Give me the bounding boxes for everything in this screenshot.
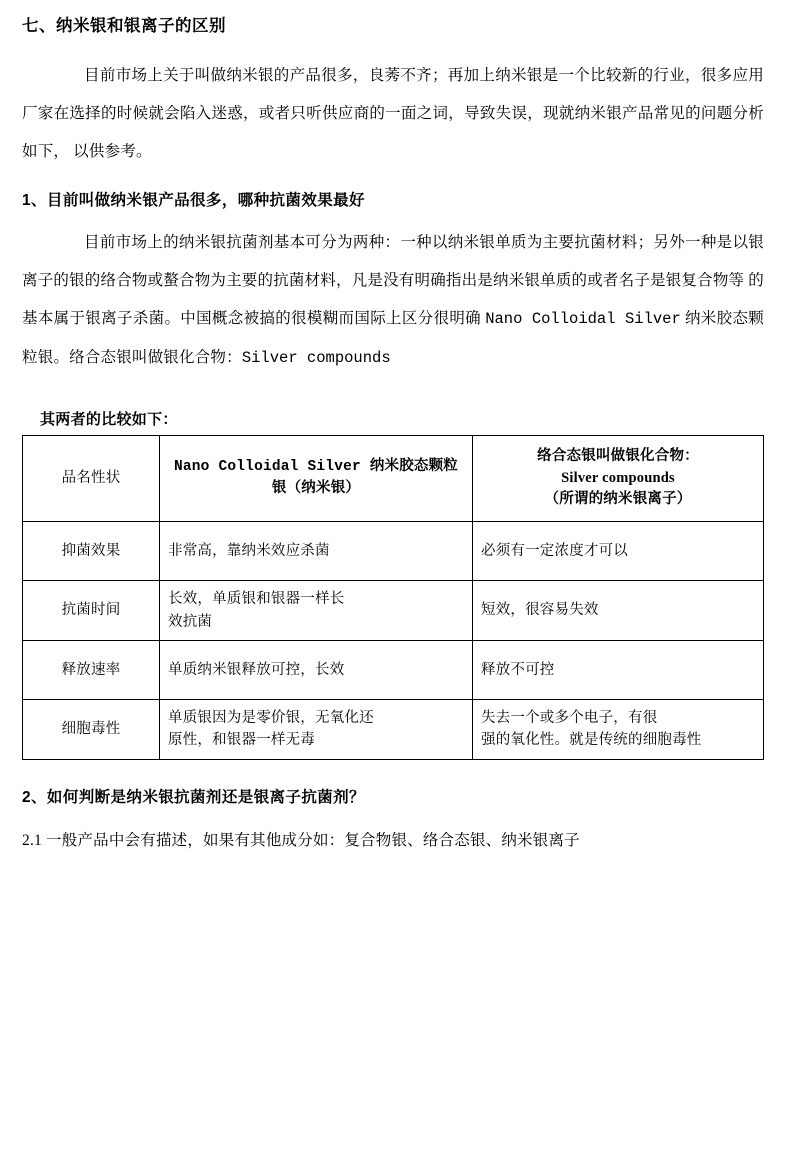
- table-row: [23, 699, 764, 759]
- row-label: 细胞毒性: [23, 699, 160, 759]
- row-label: 释放速率: [23, 640, 160, 699]
- q1-inline-english-term-2: Silver compounds: [241, 348, 391, 367]
- cell-line: 释放不可控: [481, 661, 555, 678]
- table-row: [23, 522, 764, 581]
- question-1-paragraph: [22, 224, 764, 378]
- table-header-silver-compounds-line3: （所谓的纳米银离子）: [544, 491, 692, 508]
- intro-paragraph: 目前市场上关于叫做纳米银的产品很多，良莠不齐；再加上纳米银是一个比较新的行业，很多应用厂家在选择的时候就会陷入迷惑，或者只听供应商的一面之词，导致失误，现就纳米银产品常见的问题分析如下， 以供参考。: [22, 66, 764, 160]
- table-header-row: [23, 435, 764, 521]
- cell-line: 非常高，靠纳米效应杀菌: [168, 542, 330, 559]
- cell-line: 短效，很容易失效: [481, 602, 599, 619]
- q1-text-a: 目前市场上的纳米银抗菌剂基本可分为两种：一种以纳米银单质为主要抗菌材料；另外一种是以银离子的银的络合物或螯合物为主要的抗菌材料，凡是没有明确指出是纳米银单质的或者名子是银复合物等 的基本属于银离子杀菌。中国概念被搞的很模糊而国际上区分很明确: [22, 233, 764, 327]
- row-cell-silver-compounds: [473, 640, 764, 699]
- row-label: 抗菌时间: [23, 581, 160, 641]
- table-header-nano-silver: [160, 435, 473, 521]
- q1-text-b: 纳米胶态颗粒银。络合态银叫做银化合物：: [22, 309, 764, 366]
- question-1-heading: 1、目前叫做纳米银产品很多，哪种抗菌效果最好: [22, 191, 365, 209]
- row-cell-nano-silver: [160, 522, 473, 581]
- table-header-silver-compounds-en: Silver compounds: [561, 469, 675, 486]
- cell-line: 单质银因为是零价银，无氧化还: [168, 709, 374, 726]
- row-cell-nano-silver: [160, 699, 473, 759]
- question-2-paragraph: 2.1 一般产品中会有描述，如果有其他成分如：复合物银、络合态银、纳米银离子: [22, 832, 580, 850]
- row-label: 抑菌效果: [23, 522, 160, 581]
- table-header-silver-compounds-line1: 络合态银叫做银化合物：: [537, 447, 699, 464]
- q1-inline-english-term: Nano Colloidal Silver: [485, 309, 681, 328]
- table-row: [23, 581, 764, 641]
- cell-line: 效抗菌: [168, 613, 213, 630]
- table-caption: 其两者的比较如下：: [40, 410, 178, 428]
- row-cell-silver-compounds: [473, 699, 764, 759]
- cell-line: 长效，单质银和银器一样长: [168, 591, 345, 608]
- question-2-heading: 2、如何判断是纳米银抗菌剂还是银离子抗菌剂？: [22, 788, 365, 806]
- section-heading: 七、纳米银和银离子的区别: [22, 17, 226, 35]
- cell-line: 单质纳米银释放可控，长效: [168, 661, 345, 678]
- cell-line: 失去一个或多个电子，有很: [481, 709, 658, 726]
- row-cell-silver-compounds: [473, 522, 764, 581]
- table-header-property: 品名性状: [23, 435, 160, 521]
- table-header-nano-silver-cn: 纳米胶态颗粒银（纳米银）: [271, 457, 459, 497]
- cell-line: 强的氧化性。就是传统的细胞毒性: [481, 732, 702, 749]
- table-row: [23, 640, 764, 699]
- table-header-silver-compounds: [473, 435, 764, 521]
- cell-line: 原性，和银器一样无毒: [168, 732, 315, 749]
- row-cell-nano-silver: [160, 640, 473, 699]
- row-cell-nano-silver: [160, 581, 473, 641]
- comparison-table: [22, 435, 764, 760]
- table-header-nano-silver-en: Nano Colloidal Silver: [173, 458, 361, 475]
- row-cell-silver-compounds: [473, 581, 764, 641]
- cell-line: 必须有一定浓度才可以: [481, 542, 628, 559]
